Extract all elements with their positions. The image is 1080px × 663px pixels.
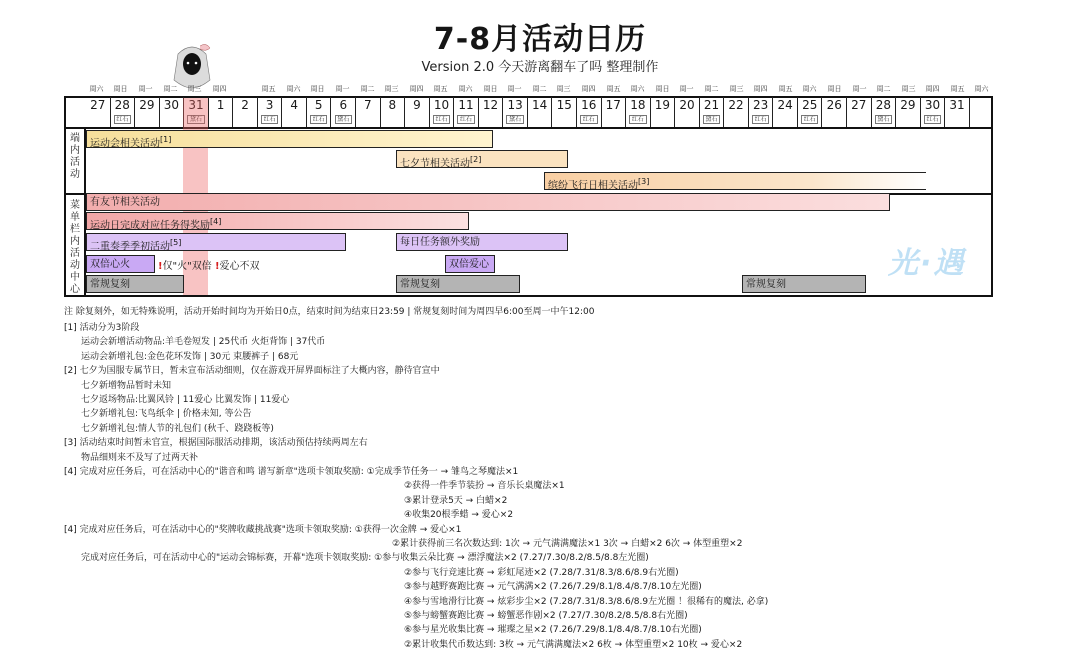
footnote-line: 物品细则来不及写了过两天补 <box>81 452 199 463</box>
day-number: 5 <box>314 98 323 112</box>
day-note: 红石 <box>310 115 328 124</box>
footnote-line: [1] 活动分为3阶段 <box>64 323 140 333</box>
day-note: 黛石 <box>187 115 205 124</box>
weekday-label: 周四 <box>581 85 596 93</box>
footnote-line: ②参与飞行竞速比赛 → 彩虹尾迹×2 (7.28/7.31/8.3/8.6/8.9右光圈) <box>404 567 679 578</box>
footnote-line: ③参与越野赛跑比赛 → 元气满满×2 (7.26/7.29/8.1/8.4/8.7/8.10左光圈) <box>404 582 702 593</box>
event-bar-flight-day: 缤纷飞行日相关活动[3] <box>544 172 926 190</box>
section-label-activity-center: 菜 单 栏 内 活 动 中 心 <box>70 200 80 295</box>
day-cell <box>332 97 357 127</box>
footnote-line: ②累计收集代币数达到: 3枚 → 元气满满魔法×2 6枚 → 体型重塑×2 10枚 → 爱心×2 <box>404 639 743 650</box>
footnote-line: ⑤参与螃蟹赛跑比赛 → 螃蟹恶作剧×2 (7.27/7.30/8.2/8.5/8.8右光圈) <box>404 611 688 621</box>
day-cell <box>233 97 258 127</box>
weekday-label: 周一 <box>335 85 350 93</box>
weekday-label: 周四 <box>409 85 424 93</box>
day-cell <box>945 97 970 127</box>
day-cell <box>282 97 307 127</box>
footnote-line: [3] 活动结束时间暂未官宣，根据国际服活动排期，该活动预估持续两周左右 <box>64 438 368 449</box>
event-bar-rerun-2: 常规复刻 <box>396 275 520 293</box>
day-note: 红石 <box>801 115 819 124</box>
weekday-label: 周六 <box>630 85 645 93</box>
footnote-main: 注 除复刻外，如无特殊说明，活动开始时间均为开始日0点，结束时间为结束日23:59 | 常规复刻时间为周四早6:00至周一中午12:00 <box>64 307 595 317</box>
event-bar-sports: 运动会相关活动[1] <box>86 130 493 148</box>
day-number: 18 <box>630 98 646 112</box>
weekday-label: 周四 <box>212 85 227 93</box>
day-number: 31 <box>949 98 965 112</box>
weekday-label: 周五 <box>261 85 276 93</box>
day-note: 红石 <box>114 115 132 124</box>
day-cell <box>503 97 528 127</box>
day-cell <box>651 97 676 127</box>
footnote-line: 七夕新增礼包:飞鸟纸伞 | 价格未知, 等公告 <box>81 409 252 420</box>
day-number: 24 <box>777 98 793 112</box>
day-number: 28 <box>114 98 130 112</box>
footnote-line: [4] 完成对应任务后，可在活动中心的"奖牌收藏挑战赛"选项卡领取奖励: ①获得一次金牌 → 爱心×1 <box>64 524 462 535</box>
weekday-label: 周六 <box>974 85 989 93</box>
weekday-label: 周六 <box>286 85 301 93</box>
day-cell <box>430 97 455 127</box>
day-note: 红石 <box>261 115 279 124</box>
footnote-line: 运动会新增礼包:金色花环发饰 | 30元 束腰裤子 | 68元 <box>81 351 299 362</box>
day-cell <box>847 97 872 127</box>
day-cell <box>798 97 823 127</box>
day-cell <box>823 97 848 127</box>
weekday-label: 周四 <box>925 85 940 93</box>
day-number: 27 <box>90 98 106 112</box>
day-cell <box>86 97 111 127</box>
event-bar-qixi: 七夕节相关活动[2] <box>396 150 568 168</box>
weekday-label: 周二 <box>876 85 891 93</box>
weekday-label: 周日 <box>483 85 498 93</box>
day-cell <box>405 97 430 127</box>
weekday-label: 周三 <box>729 85 744 93</box>
weekday-label: 周二 <box>163 85 178 93</box>
weekday-label: 周一 <box>138 85 153 93</box>
day-number: 22 <box>728 98 744 112</box>
weekday-label: 周三 <box>384 85 399 93</box>
event-bar-rerun-1: 常规复刻 <box>86 275 184 293</box>
day-number: 4 <box>290 98 298 112</box>
day-number: 27 <box>851 98 867 112</box>
day-cell <box>773 97 798 127</box>
weekday-label: 周三 <box>556 85 571 93</box>
page-title: 7-8月活动日历 <box>433 22 647 57</box>
day-number: 30 <box>924 98 941 112</box>
section-label-in-game: 端 内 活 动 <box>70 133 80 180</box>
day-number: 11 <box>458 98 474 112</box>
day-number: 12 <box>482 98 499 112</box>
day-number: 16 <box>581 98 597 112</box>
day-note: 红石 <box>629 115 647 124</box>
weekday-label: 周四 <box>753 85 768 93</box>
weekday-label: 周一 <box>679 85 694 93</box>
weekday-label: 周日 <box>113 85 128 93</box>
day-cell <box>577 97 602 127</box>
day-cell <box>479 97 504 127</box>
footnote-line: 运动会新增活动物品:羊毛卷短发 | 25代币 火炬背饰 | 37代币 <box>81 337 326 348</box>
character-avatar-icon <box>170 40 214 90</box>
weekday-label: 周二 <box>704 85 719 93</box>
footnote-line: 完成对应任务后，可在活动中心的"运动会锦标赛，开幕"选项卡领取奖励: ①参与收集云朵比赛 → 漂浮魔法×2 (7.27/7.30/8.2/8.5/8.8左光圈) <box>81 553 649 564</box>
day-cell <box>626 97 651 127</box>
day-number: 1 <box>216 98 225 112</box>
day-number: 13 <box>507 98 523 112</box>
day-note: 红石 <box>924 115 942 124</box>
double-fire-warning: !仅"火"双倍 !爱心不双 <box>158 261 260 272</box>
weekday-label: 周六 <box>458 85 473 93</box>
event-bar-duet-season: 二重奏季季初活动[5] <box>86 233 346 251</box>
day-number: 30 <box>163 98 180 112</box>
weekday-label: 周五 <box>778 85 793 93</box>
day-cell <box>111 97 136 127</box>
weekday-label: 周六 <box>802 85 817 93</box>
weekday-label: 周日 <box>655 85 670 93</box>
footnote-line: 七夕新增物品暂时未知 <box>81 380 172 391</box>
day-note: 黛石 <box>506 115 524 124</box>
footnote-line: ②获得一件季节装扮 → 音乐长桌魔法×1 <box>404 481 565 492</box>
day-cell <box>872 97 897 127</box>
day-note: 黛石 <box>335 115 353 124</box>
day-note: 黛石 <box>703 115 721 124</box>
day-cell <box>749 97 774 127</box>
footnote-line: ④参与雪地滑行比赛 → 炫彩步尘×2 (7.28/7.31/8.3/8.6/8.9左光圈 ！很稀有的魔法, 必拿) <box>404 596 769 607</box>
event-bar-sports-day-rewards: 运动日完成对应任务得奖励[4] <box>86 212 469 230</box>
day-cell <box>356 97 381 127</box>
day-number: 20 <box>679 98 695 112</box>
footnote-line: 七夕返场物品:比翼风铃 | 11爱心 比翼发饰 | 11爱心 <box>81 395 290 405</box>
day-cell <box>602 97 627 127</box>
day-cell <box>700 97 725 127</box>
weekday-label: 周三 <box>187 85 202 93</box>
day-cell <box>454 97 479 127</box>
day-number: 21 <box>703 98 720 112</box>
weekday-label: 周日 <box>310 85 325 93</box>
watermark-logo: 光·遇 <box>888 246 966 281</box>
day-cell <box>135 97 160 127</box>
event-bar-rerun-3: 常规复刻 <box>742 275 866 293</box>
day-number: 19 <box>654 98 671 112</box>
weekday-label: 周一 <box>852 85 867 93</box>
day-cell <box>921 97 946 127</box>
event-bar-double-heart: 双倍爱心 <box>445 255 495 273</box>
day-cell <box>307 97 332 127</box>
footnote-line: ⑥参与星光收集比赛 → 璀璨之星×2 (7.26/7.29/8.1/8.4/8.7/8.10右光圈) <box>404 625 702 636</box>
day-cell <box>160 97 185 127</box>
day-cell <box>258 97 283 127</box>
day-note: 红石 <box>752 115 770 124</box>
page-subtitle: Version 2.0 今天游离翻车了吗 整理制作 <box>421 60 659 75</box>
weekday-label: 周一 <box>507 85 522 93</box>
day-number: 23 <box>752 98 769 112</box>
weekday-label: 周五 <box>606 85 621 93</box>
day-number: 25 <box>802 98 818 112</box>
day-cell <box>381 97 406 127</box>
day-number: 29 <box>900 98 916 112</box>
day-number: 7 <box>364 98 372 112</box>
day-note: 红石 <box>580 115 598 124</box>
day-number: 3 <box>265 98 274 112</box>
day-number: 8 <box>388 98 397 112</box>
day-number: 26 <box>826 98 842 112</box>
day-cell <box>724 97 749 127</box>
day-note: 红石 <box>433 115 451 124</box>
day-number: 10 <box>433 98 450 112</box>
weekday-label: 周二 <box>532 85 547 93</box>
weekday-label: 周六 <box>89 85 104 93</box>
day-note: 红石 <box>457 115 475 124</box>
day-number: 14 <box>532 98 548 112</box>
footnote-line: [2] 七夕为国服专属节日，暂未宣布活动细则，仅在游戏开屏界面标注了大概内容，静待官宣中 <box>64 366 440 377</box>
weekday-label: 周三 <box>901 85 916 93</box>
footnote-line: ④收集20根季蜡 → 爱心×2 <box>404 510 514 521</box>
event-bar-friendship: 有友节相关活动 <box>86 193 890 211</box>
event-bar-daily-extra: 每日任务额外奖励 <box>396 233 568 251</box>
day-number: 31 <box>188 98 204 112</box>
day-number: 9 <box>413 98 421 112</box>
day-cell <box>896 97 921 127</box>
weekday-label: 周五 <box>950 85 965 93</box>
day-cell <box>552 97 577 127</box>
day-number: 6 <box>339 98 348 112</box>
day-number: 15 <box>556 98 572 112</box>
footnote-line: ③累计登录5天 → 白蜡×2 <box>404 495 508 506</box>
day-note: 黛石 <box>875 115 893 124</box>
day-cell <box>209 97 234 127</box>
weekday-label: 周日 <box>827 85 842 93</box>
day-number: 2 <box>241 98 249 112</box>
day-number: 28 <box>875 98 891 112</box>
weekday-label: 周五 <box>433 85 448 93</box>
day-cell <box>528 97 553 127</box>
footnote-line: [4] 完成对应任务后，可在活动中心的"谐音和鸣 谱写新章"选项卡领取奖励: ①完成季节任务一 → 雏鸟之琴魔法×1 <box>64 467 519 477</box>
footnote-line: ②累计获得前三名次数达到: 1次 → 元气满满魔法×1 3次 → 白蜡×2 6次 → 体型重塑×2 <box>392 539 743 549</box>
day-number: 29 <box>139 98 155 112</box>
event-bar-double-fire: 双倍心火 <box>86 255 155 273</box>
weekday-label: 周二 <box>360 85 375 93</box>
footnote-line: 七夕新增礼包:情人节的礼包们 (秋千、跷跷板等) <box>81 423 274 434</box>
day-cell <box>675 97 700 127</box>
day-number: 17 <box>605 98 621 112</box>
